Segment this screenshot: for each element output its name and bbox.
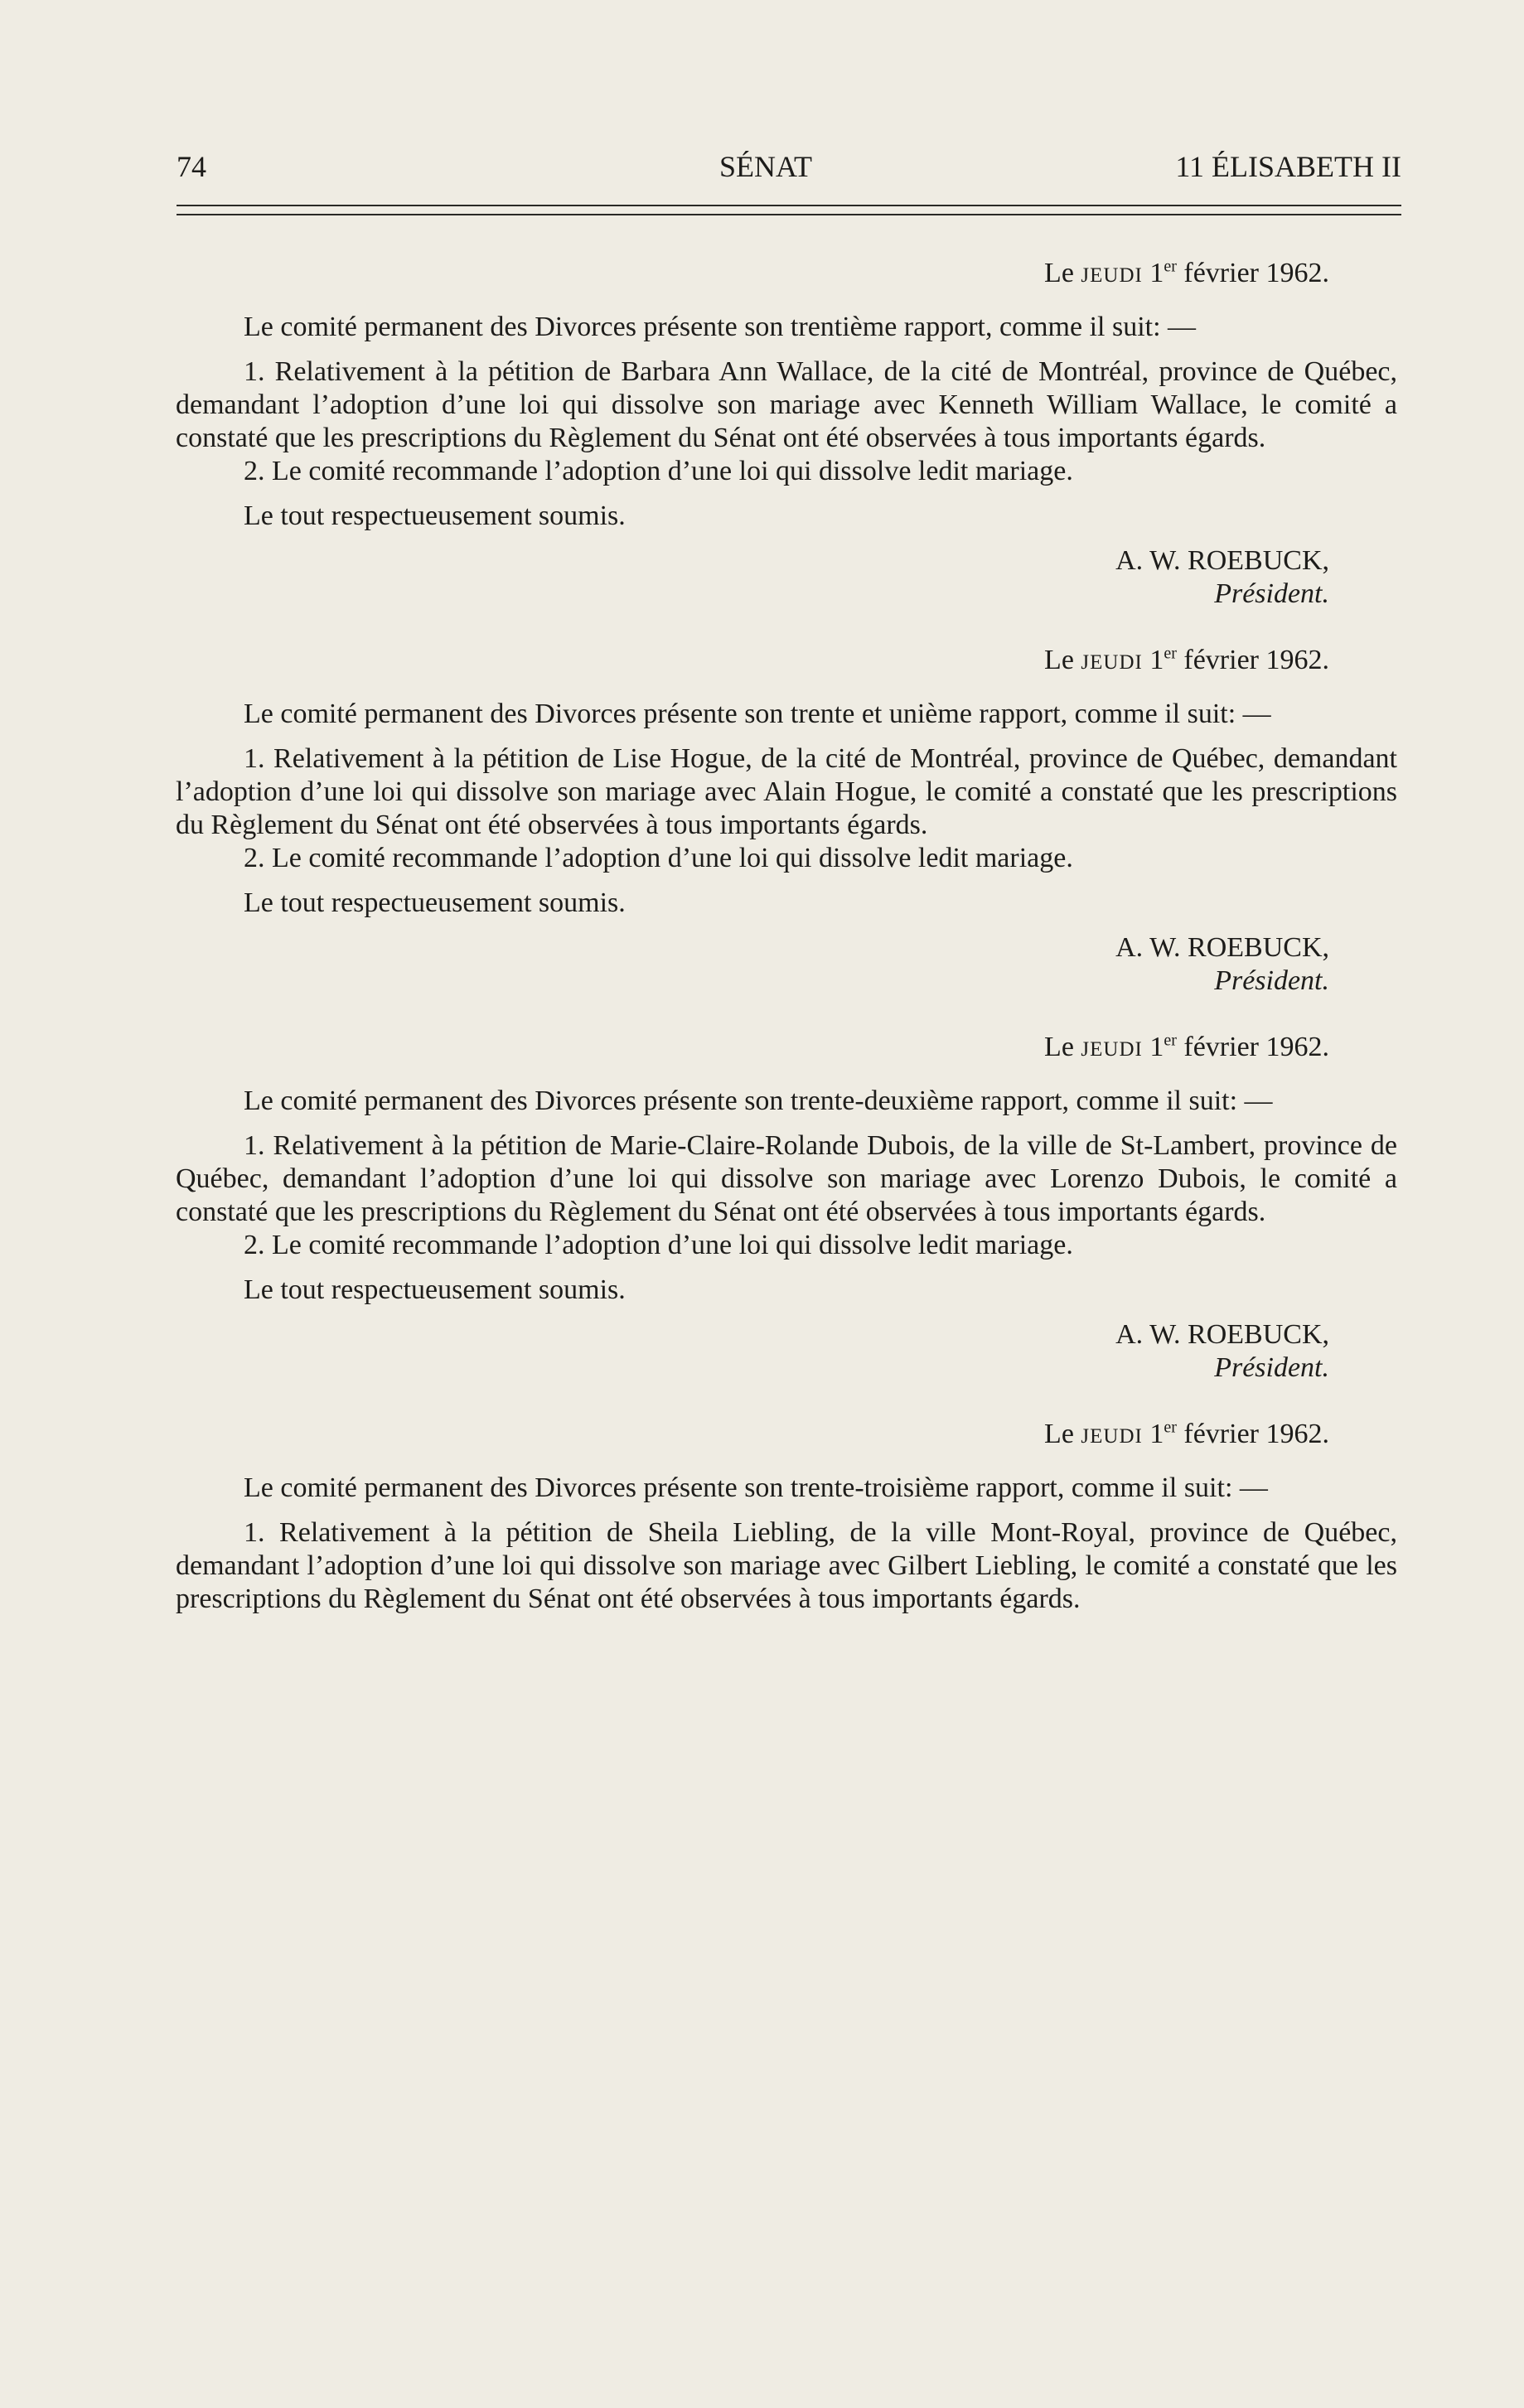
report-33 <box>176 1418 1397 1616</box>
report-item-1: 1. Relativement à la pétition de Marie-Claire-Rolande Dubois, de la ville de St-Lambert, province de Québec, demandant l’adoption d’une loi qui dissolve son mariage avec Lorenzo Dubois, le comité a constaté que les prescriptions du Règlement du Sénat ont été observées à tous importants égards. <box>176 1130 1397 1227</box>
body-text <box>176 257 1397 1616</box>
header-rule-top <box>177 205 1401 206</box>
report-item-2: 2. Le comité recommande l’adoption d’une loi qui dissolve ledit mariage. <box>244 1230 1073 1260</box>
report-date: Le JEUDI 1er février 1962. <box>1044 257 1329 288</box>
signature-title: Président. <box>1214 965 1329 996</box>
report-item-2: 2. Le comité recommande l’adoption d’une loi qui dissolve ledit mariage. <box>244 456 1073 486</box>
header-rule-bottom <box>177 214 1401 215</box>
running-header <box>177 149 1401 191</box>
report-item-1: 1. Relativement à la pétition de Sheila Liebling, de la ville Mont-Royal, province de Québec, demandant l’adoption d’une loi qui dissolve son mariage avec Gilbert Liebling, le comité a constaté que les prescriptions du Règlement du Sénat ont été observées à tous importants égards. <box>176 1517 1397 1614</box>
signature-title: Président. <box>1214 1352 1329 1383</box>
report-intro: Le comité permanent des Divorces présente son trente et unième rapport, comme il suit: — <box>244 699 1271 729</box>
page-number: 74 <box>177 150 206 183</box>
report-item-1: 1. Relativement à la pétition de Barbara Ann Wallace, de la cité de Montréal, province de Québec, demandant l’adoption d’une loi qui dissolve son mariage avec Kenneth William Wallace, le comité a constaté que les prescriptions du Règlement du Sénat ont été observées à tous importants égards. <box>176 356 1397 453</box>
report-item-2: 2. Le comité recommande l’adoption d’une loi qui dissolve ledit mariage. <box>244 843 1073 873</box>
signature-title: Président. <box>1214 578 1329 609</box>
report-date: Le JEUDI 1er février 1962. <box>1044 1031 1329 1062</box>
submitted-line: Le tout respectueusement soumis. <box>244 887 626 918</box>
report-date: Le JEUDI 1er février 1962. <box>1044 644 1329 675</box>
report-30 <box>176 257 1397 611</box>
report-intro: Le comité permanent des Divorces présente son trente-deuxième rapport, comme il suit: — <box>244 1086 1273 1116</box>
report-date: Le JEUDI 1er février 1962. <box>1044 1418 1329 1449</box>
header-title: SÉNAT <box>719 150 813 183</box>
report-32 <box>176 1031 1397 1385</box>
submitted-line: Le tout respectueusement soumis. <box>244 1274 626 1305</box>
signature-name: A. W. ROEBUCK, <box>1115 545 1329 576</box>
report-intro: Le comité permanent des Divorces présente son trente-troisième rapport, comme il suit: — <box>244 1472 1268 1503</box>
signature-name: A. W. ROEBUCK, <box>1115 932 1329 963</box>
report-item-1: 1. Relativement à la pétition de Lise Hogue, de la cité de Montréal, province de Québec, demandant l’adoption d’une loi qui dissolve son mariage avec Alain Hogue, le comité a constaté que les prescriptions du Règlement du Sénat ont été observées à tous importants égards. <box>176 743 1397 840</box>
header-regnal-year: 11 ÉLISABETH II <box>1175 150 1401 183</box>
report-intro: Le comité permanent des Divorces présente son trentième rapport, comme il suit: — <box>244 312 1197 342</box>
report-31 <box>176 644 1397 998</box>
signature-name: A. W. ROEBUCK, <box>1115 1319 1329 1350</box>
submitted-line: Le tout respectueusement soumis. <box>244 500 626 531</box>
